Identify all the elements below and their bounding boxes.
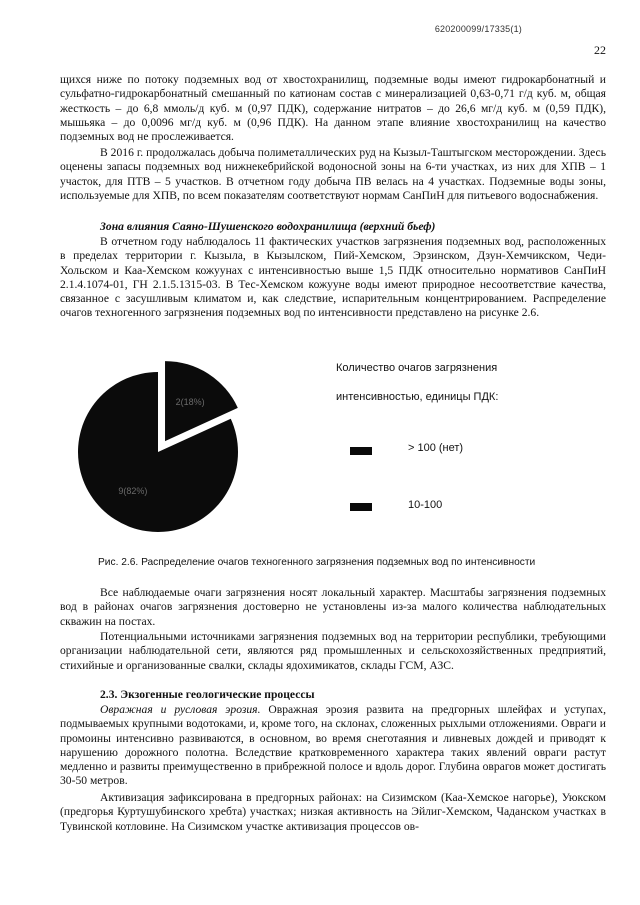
pie-slice-label-1: 2(18%) — [175, 397, 205, 408]
paragraph-6 — [60, 703, 606, 789]
legend-title-line-2: интенсивностью, единицы ПДК: — [336, 391, 499, 403]
paragraph-3: В отчетном году наблюдалось 11 фактических участков загрязнения подземных вод, расположенных в пределах территории г. Кызыла, в Кызылском, Пий-Хемском, Эрзинском, Дзун-Хемчикском, Чеди-Хольском и Каа-Хемском кожуунах с интенсивностью выше 1,5 ПДК относительно нормативов СанПиН 2.1.4.1074-01, ГН 2.1.5.1315-03. В Тес-Хемском кожууне воды имеют природное несоответствие качества, связанное с засушливым климатом и, как следствие, испарительным концентрированием. Распределение очагов техногенного загрязнения подземных вод по интенсивности представлено на рисунке 2.6. — [60, 235, 606, 320]
figure-caption: Рис. 2.6. Распределение очагов техногенного загрязнения подземных вод по интенсивности — [98, 557, 536, 568]
legend-title-line-1: Количество очагов загрязнения — [336, 362, 498, 374]
paragraph-7: Активизация зафиксирована в предгорных районах: на Сизимском (Каа-Хемское нагорье), Уюкском (предгорья Куртушубинского хребта) участках; низкая активность на Эйлиг-Хемском, Чаданском участках в Тувинской котловине. На Сизимском участке активизация процессов ов- — [60, 791, 606, 833]
paragraph-5: Потенциальными источниками загрязнения подземных вод на территории республики, требующими организации наблюдательной сети, являются ряд промышленных и сельскохозяйственных предприятий, стихийные и организованные свалки, склады ядохимикатов, склады ГСМ, АЗС. — [60, 630, 606, 672]
page-number: 22 — [594, 43, 606, 57]
paragraph-2: В 2016 г. продолжалась добыча полиметаллических руд на Кызыл-Таштыгском месторождении. Здесь оценены запасы подземных вод нижнекебрийской водоносной зоны на 6-ти участках, из них для ХПВ – 1 участок, для ПТВ – 5 участков. В отчетном году добыча ПВ велась на 4 участках. Подземные воды зоны, используемые для ХПВ, по всем показателям соответствуют нормам СанПиН для питьевого водоснабжения. — [60, 146, 606, 202]
paragraph-6-lead: Овражная и русловая эрозия. — [100, 703, 261, 716]
zone-heading: Зона влияния Саяно-Шушенского водохранилища (верхний бьеф) — [100, 220, 436, 233]
document-number: 620200099/17335(1) — [434, 24, 522, 34]
legend-label-over-100: > 100 (нет) — [408, 442, 464, 454]
legend-swatch-over-100 — [350, 447, 372, 455]
paragraph-4: Все наблюдаемые очаги загрязнения носят локальный характер. Масштабы загрязнения подземных вод в районах очагов загрязнения достоверно не установлены из-за малого количества наблюдательных скважин на постах. — [60, 586, 606, 628]
paragraph-6-body: Овражная эрозия развита на предгорных шлейфах и уступах, подмываемых крупными водотоками, и, кроме того, на склонах, сложенных рыхлыми отложениями. Овраги и промоины интенсивно развиваются, в основном, во время снеготаяния и ливневых дождей и приводят к нарушению дорожного полотна. Вследствие кратковременного характера таких явлений овраги растут медленно и развиты преимущественно в прибрежной полосе и вдоль дорог. Глубина оврагов может достигать 30-50 метров. — [60, 703, 606, 788]
section-heading: 2.3. Экзогенные геологические процессы — [100, 688, 315, 701]
paragraph-1: щихся ниже по потоку подземных вод от хвостохранилищ, подземные воды имеют гидрокарбонатный и сульфатно-гидрокарбонатный смешанный по катионам состав с минерализацией 0,63-0,71 г/д куб. м, общая жесткость – до 6,8 ммоль/д куб. м (0,97 ПДК), содержание нитратов – до 26,6 мг/д куб. м (0,59 ПДК), мышьяка – до 0,0096 мг/д куб. м (0,96 ПДК). На данном этапе влияние хвостохранилищ на качество подземных вод не прослеживается. — [60, 73, 606, 144]
pie-chart-svg — [60, 352, 290, 542]
legend-swatch-10-100 — [350, 503, 372, 511]
legend-label-10-100: 10-100 — [408, 499, 443, 511]
pie-slice-label-2: 9(82%) — [118, 486, 148, 497]
pie-chart — [60, 352, 606, 542]
